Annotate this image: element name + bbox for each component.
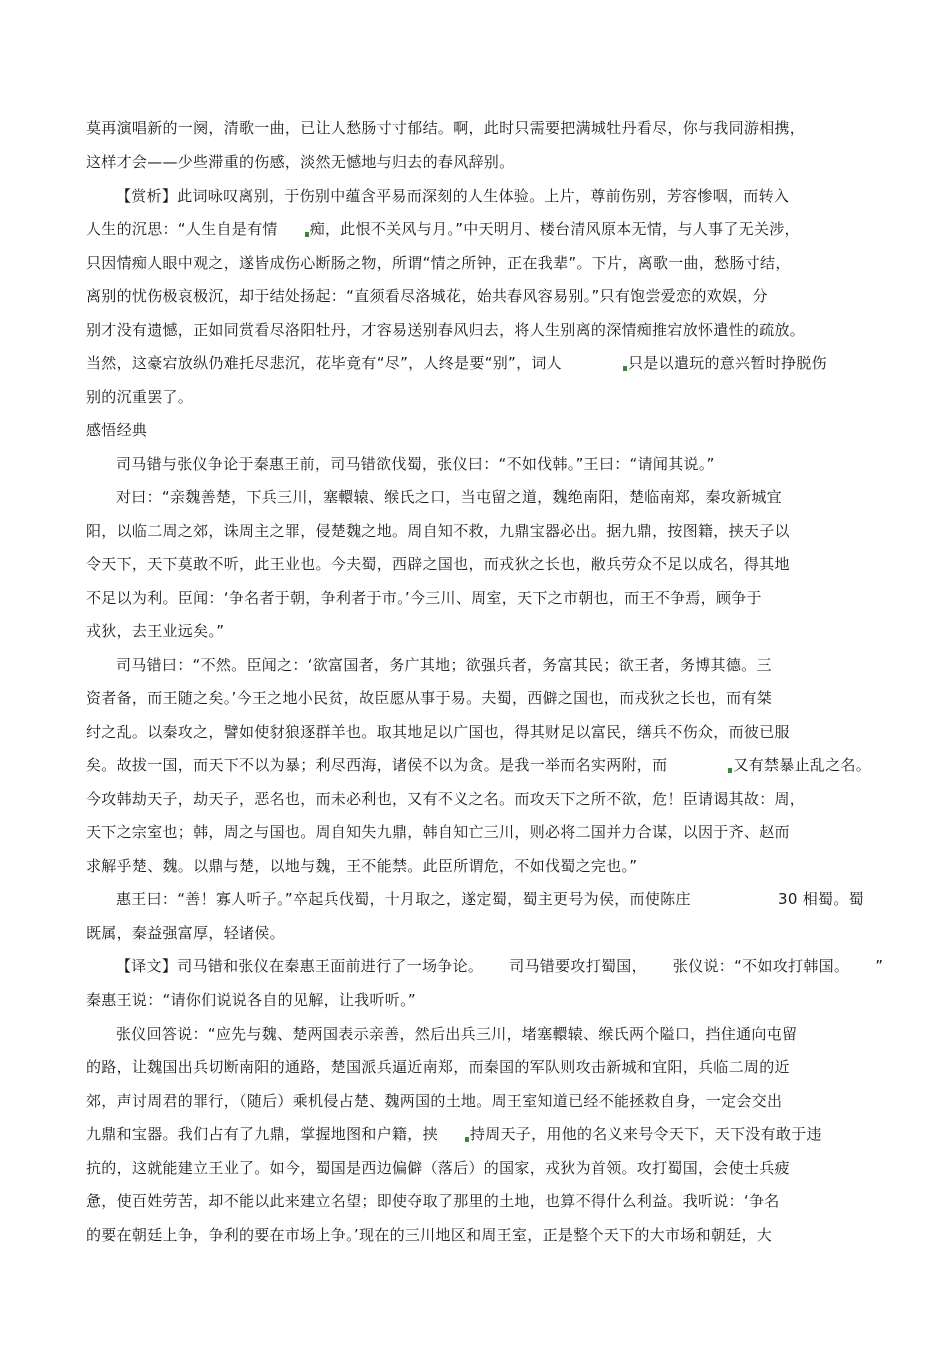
text-line: 令天下，天下莫敢不听，此王业也。今夫蜀，西辟之国也，而戎狄之长也，敝兵劳众不足以成名，得其地: [86, 555, 790, 573]
text-segment: 司马错要攻打蜀国，: [509, 957, 647, 975]
text-line: 抗的，这就能建立王业了。如今，蜀国是西边偏僻（落后）的国家，戎狄为首领。攻打蜀国，会使士兵疲: [86, 1159, 790, 1177]
text-segment: 当然，这豪宕放纵仍难托尽悲沉，花毕竟有“尽”，人终是要“别”，词人: [86, 354, 562, 372]
text-line: 莫再演唱新的一阕，清歌一曲，已让人愁肠寸寸郁结。啊，此时只需要把满城牡丹看尽，你与我同游相携，: [86, 119, 806, 137]
text-line: 别才没有遗憾，正如同赏看尽洛阳牡丹，才容易送别春风归去，将人生别离的深情痴推宕放怀遣性的疏放。: [86, 321, 806, 339]
text-line: 惠王曰：“善！寡人听子。”卒起兵伐蜀，十月取之，遂定蜀，蜀主更号为侯，而使陈庄: [116, 890, 691, 908]
text-line: 张仪回答说：“应先与魏、楚两国表示亲善，然后出兵三川，堵塞轘辕、缑氏两个隘口，挡住通向屯留: [116, 1025, 798, 1043]
text-line: 郊，声讨周君的罪行，（随后）乘机侵占楚、魏两国的土地。周王室知道已经不能拯救自身，一定会交出: [86, 1092, 783, 1110]
text-segment: 痴，此恨不关风与月。”中天明月、楼台清风原本无情，与人事了无关涉，: [309, 220, 800, 238]
text-line: [86, 755, 871, 775]
green-mark-icon: [623, 366, 627, 371]
text-line: 阳，以临二周之郊，诛周主之罪，侵楚魏之地。周自知不救，九鼎宝器必出。据九鼎，按图籍，挟天子以: [86, 522, 790, 540]
text-segment: 张仪说：“不如攻打韩国。: [672, 957, 850, 975]
text-line: 只因情痴人眼中观之，遂皆成伤心断肠之物，所谓“情之所钟，正在我辈”。下片，离歌一曲，愁肠寸结，: [86, 254, 791, 272]
text-segment: 九鼎和宝器。我们占有了九鼎，掌握地图和户籍，挟: [86, 1125, 438, 1143]
text-segment: 【译文】司马错和张仪在秦惠王面前进行了一场争论。: [116, 957, 484, 975]
text-line: 今攻韩劫天子，劫天子，恶名也，而未必利也，又有不义之名。而攻天下之所不欲，危！臣请谒其故：周，: [86, 790, 806, 808]
text-line: [86, 1124, 822, 1144]
text-line: 司马错曰：“不然。臣闻之：‘欲富国者，务广其地；欲强兵者，务富其民；欲王者，务博其德。三: [116, 656, 772, 674]
text-line: 的要在朝廷上争，争利的要在市场上争。’现在的三川地区和周王室，正是整个天下的大市场和朝廷，大: [86, 1226, 773, 1244]
section-title: 感悟经典: [86, 421, 148, 439]
text-line: 资者备，而王随之矣。’今王之地小民贫，故臣愿从事于易。夫蜀，西僻之国也，而戎狄之长也，而有桀: [86, 689, 773, 707]
text-line: 既属，秦益强富厚，轻诸侯。: [86, 924, 285, 942]
text-line: 30 相蜀。蜀: [778, 890, 864, 908]
green-mark-icon: [465, 1137, 469, 1142]
text-segment: 持周天子，用他的名义来号令天下，天下没有敢于违: [469, 1125, 822, 1143]
text-line: 天下之宗室也；韩，周之与国也。周自知失九鼎，韩自知亡三川，则必将二国并力合谋，以因于齐、赵而: [86, 823, 790, 841]
text-line: 惫，使百姓劳苦，却不能以此来建立名望；即使夺取了那里的土地，也算不得什么利益。我听说：‘争名: [86, 1192, 780, 1210]
text-segment: ”: [875, 957, 884, 975]
text-segment: 人生的沉思：“人生自是有情: [86, 220, 278, 238]
text-segment: 矣。故拔一国，而天下不以为暴；利尽西海，诸侯不以为贪。是我一举而名实两附，而: [86, 756, 668, 774]
text-line: 离别的忧伤极哀极沉，却于结处扬起：“直须看尽洛城花，始共春风容易别。”只有饱尝爱恋的欢娱，分: [86, 287, 768, 305]
text-line: 不足以为利。臣闻：‘争名者于朝，争利者于市。’今三川、周室，天下之市朝也，而王不争焉，顾争于: [86, 589, 762, 607]
text-line: 这样才会——少些滞重的伤感，淡然无憾地与归去的春风辞别。: [86, 153, 515, 171]
text-line: [86, 353, 827, 373]
text-line: [116, 956, 883, 976]
text-line: 秦惠王说：“请你们说说各自的见解，让我听听。”: [86, 991, 416, 1009]
text-line: 对曰：“亲魏善楚，下兵三川，塞轘辕、缑氏之口，当屯留之道，魏绝南阳，楚临南郑，秦攻新城宜: [116, 488, 782, 506]
text-line: 【赏析】此词咏叹离别，于伤别中蕴含平易而深刻的人生体验。上片，尊前伤别，芳容惨咽，而转入: [116, 187, 790, 205]
text-line: 戎狄，去王业远矣。”: [86, 622, 225, 640]
green-mark-icon: [305, 232, 309, 237]
text-segment: 又有禁暴止乱之名。: [733, 756, 872, 774]
text-line: 纣之乱。以秦攻之，譬如使豺狼逐群羊也。取其地足以广国也，得其财足以富民，缮兵不伤众，而彼已服: [86, 723, 790, 741]
text-line: 司马错与张仪争论于秦惠王前，司马错欲伐蜀，张仪曰：“不如伐韩。”王曰：“请闻其说。”: [116, 455, 715, 473]
text-line: [86, 219, 800, 239]
text-segment: 只是以遣玩的意兴暂时挣脱伤: [628, 354, 827, 372]
text-line: 求解乎楚、魏。以鼎与楚，以地与魏，王不能禁。此臣所谓危，不如伐蜀之完也。”: [86, 857, 638, 875]
green-mark-icon: [728, 768, 732, 773]
text-line: 别的沉重罢了。: [86, 388, 194, 406]
text-line: 的路，让魏国出兵切断南阳的通路，楚国派兵逼近南郑，而秦国的军队则攻击新城和宜阳，兵临二周的近: [86, 1058, 790, 1076]
